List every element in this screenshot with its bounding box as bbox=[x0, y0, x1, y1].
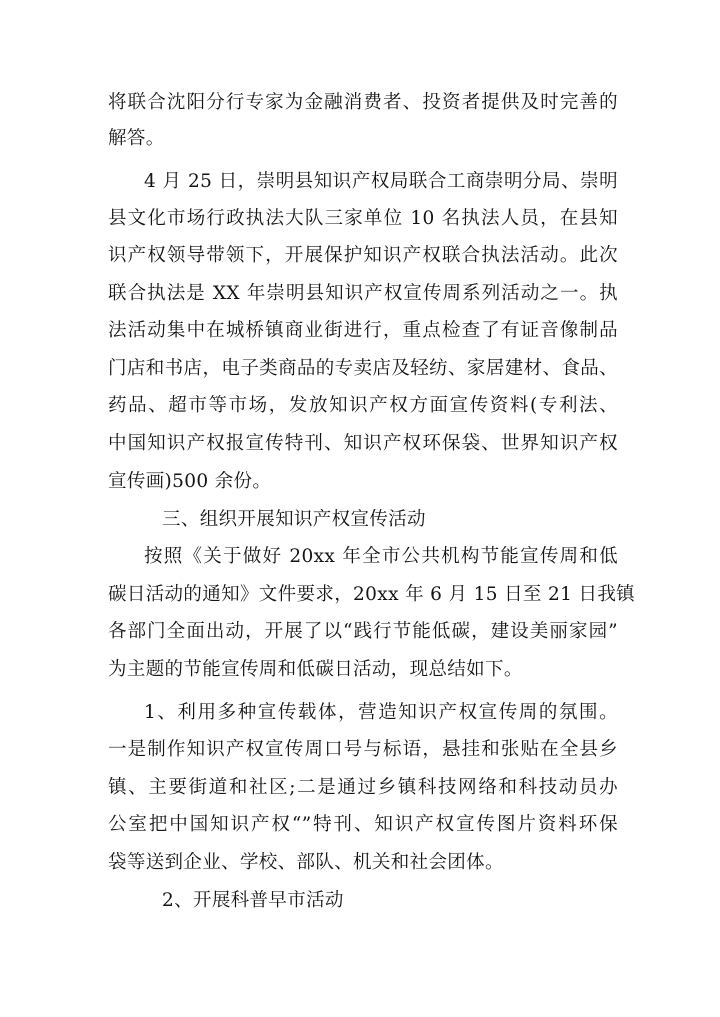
paragraph-line: 法活动集中在城桥镇商业街进行，重点检查了有证音像制品 bbox=[108, 320, 618, 341]
paragraph-line: 门店和书店，电子类商品的专卖店及轻纺、家居建材、食品、 bbox=[108, 358, 618, 379]
paragraph-line: 识产权领导带领下，开展保护知识产权联合执法活动。此次 bbox=[108, 245, 618, 266]
section-heading: 2、开展科普早市活动 bbox=[162, 890, 344, 911]
paragraph-line: 解答。 bbox=[108, 128, 165, 149]
paragraph-line: 碳日活动的通知》文件要求，20xx 年 6 月 15 日至 21 日我镇 bbox=[108, 584, 636, 605]
paragraph-line: 镇、主要街道和社区;二是通过乡镇科技网络和科技动员办 bbox=[108, 777, 618, 798]
paragraph-line: 按照《关于做好 20xx 年全市公共机构节能宣传周和低 bbox=[144, 546, 618, 567]
paragraph-line: 1、利用多种宣传载体，营造知识产权宣传周的氛围。 bbox=[144, 702, 618, 723]
paragraph-line: 宣传画)500 余份。 bbox=[108, 471, 272, 492]
paragraph-line: 公室把中国知识产权“”特刊、知识产权宣传图片资料环保 bbox=[108, 814, 618, 835]
paragraph-line: 袋等送到企业、学校、部队、机关和社会团体。 bbox=[108, 852, 504, 873]
paragraph-line: 将联合沈阳分行专家为金融消费者、投资者提供及时完善的 bbox=[108, 92, 618, 113]
paragraph-line: 中国知识产权报宣传特刊、知识产权环保袋、世界知识产权 bbox=[108, 433, 618, 454]
section-heading: 三、组织开展知识产权宣传活动 bbox=[162, 509, 426, 530]
paragraph-line: 一是制作知识产权宣传周口号与标语，悬挂和张贴在全县乡 bbox=[108, 739, 618, 760]
paragraph-line: 各部门全面出动，开展了以“践行节能低碳，建设美丽家园” bbox=[108, 621, 618, 642]
paragraph-line: 联合执法是 XX 年崇明县知识产权宣传周系列活动之一。执 bbox=[108, 283, 618, 304]
paragraph-line: 县文化市场行政执法大队三家单位 10 名执法人员，在县知 bbox=[108, 208, 618, 229]
paragraph-line: 为主题的节能宣传周和低碳日活动，现总结如下。 bbox=[108, 659, 523, 680]
paragraph-line: 4 月 25 日，崇明县知识产权局联合工商崇明分局、崇明 bbox=[144, 171, 618, 192]
paragraph-line: 药品、超市等市场，发放知识产权方面宣传资料(专利法、 bbox=[108, 395, 618, 416]
